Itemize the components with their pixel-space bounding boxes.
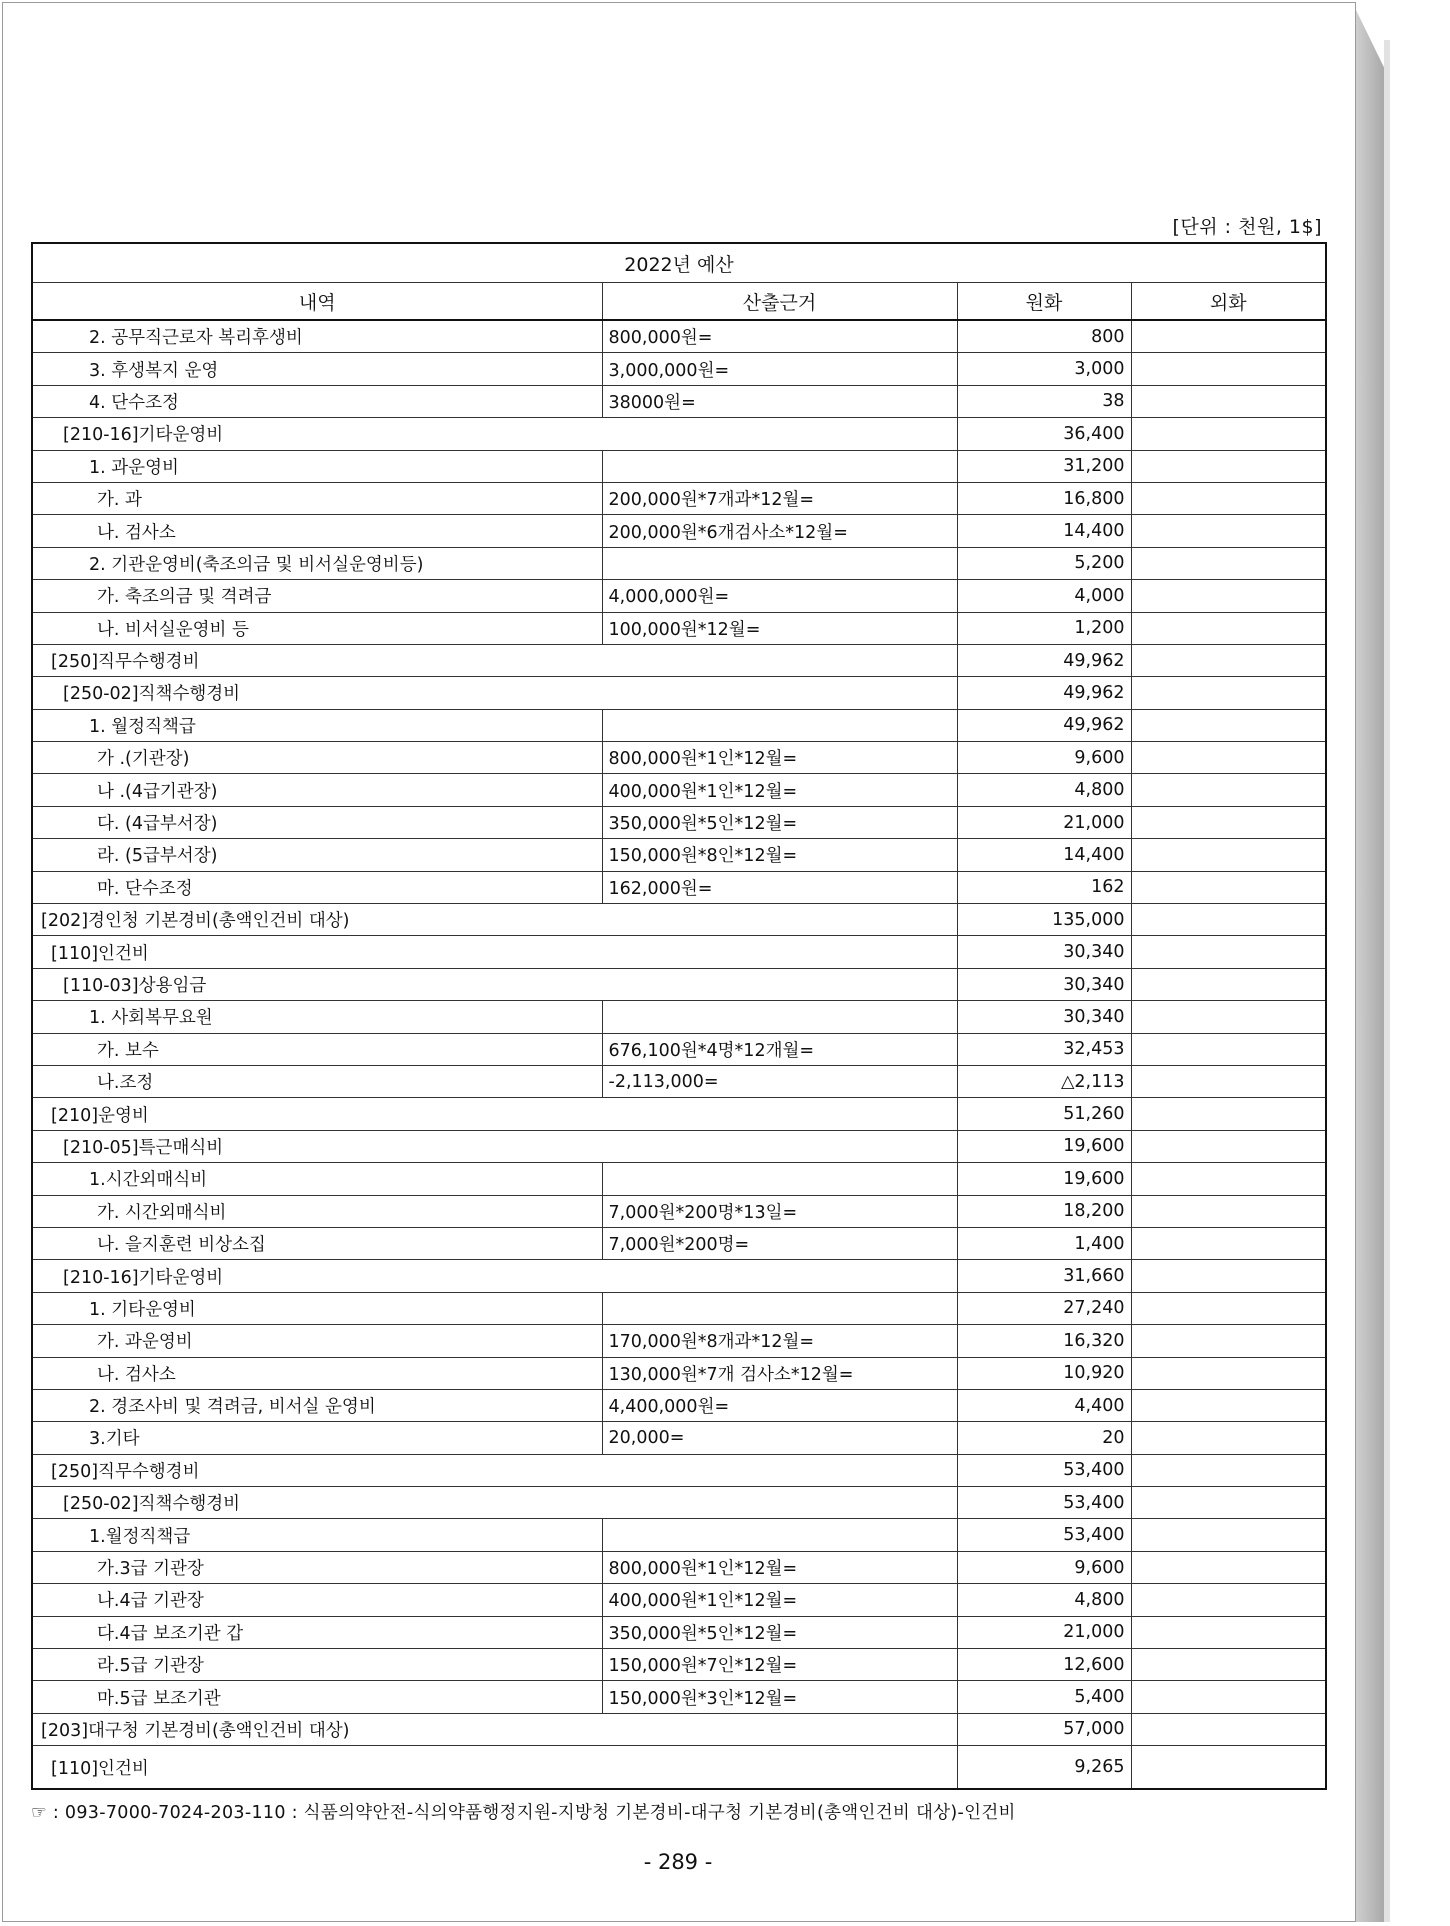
row-krw-amount: 10,920 [957, 1357, 1131, 1389]
row-krw-amount: 30,340 [957, 1001, 1131, 1033]
row-krw-amount: 9,265 [957, 1746, 1131, 1790]
row-foreign-amount [1131, 450, 1326, 482]
row-krw-amount: △2,113 [957, 1065, 1131, 1097]
row-item: 1.시간외매식비 [32, 1163, 602, 1195]
row-basis: 170,000원*8개과*12월= [602, 1325, 957, 1357]
row-foreign-amount [1131, 418, 1326, 450]
row-basis: 3,000,000원= [602, 353, 957, 385]
row-basis: 800,000원= [602, 320, 957, 353]
row-foreign-amount [1131, 677, 1326, 709]
row-basis: 200,000원*6개검사소*12월= [602, 515, 957, 547]
row-item: 3.기타 [32, 1422, 602, 1454]
row-krw-amount: 9,600 [957, 742, 1131, 774]
table-row [32, 1551, 1326, 1583]
row-item: [110]인건비 [32, 1746, 957, 1790]
row-basis: 150,000원*8인*12월= [602, 839, 957, 871]
row-foreign-amount [1131, 1260, 1326, 1292]
row-basis: 150,000원*3인*12월= [602, 1681, 957, 1713]
row-krw-amount: 9,600 [957, 1551, 1131, 1583]
row-krw-amount: 53,400 [957, 1519, 1131, 1551]
row-krw-amount: 19,600 [957, 1163, 1131, 1195]
header-row-columns [32, 283, 1326, 321]
row-basis: 100,000원*12월= [602, 612, 957, 644]
table-row [32, 1130, 1326, 1162]
table-row [32, 482, 1326, 514]
row-foreign-amount [1131, 1616, 1326, 1648]
row-foreign-amount [1131, 644, 1326, 676]
row-krw-amount: 1,200 [957, 612, 1131, 644]
row-foreign-amount [1131, 1713, 1326, 1745]
table-row [32, 1422, 1326, 1454]
row-krw-amount: 3,000 [957, 353, 1131, 385]
row-krw-amount: 162 [957, 871, 1131, 903]
row-foreign-amount [1131, 1325, 1326, 1357]
row-item: 마. 단수조정 [32, 871, 602, 903]
row-foreign-amount [1131, 968, 1326, 1000]
row-basis: -2,113,000= [602, 1065, 957, 1097]
row-basis: 350,000원*5인*12월= [602, 806, 957, 838]
table-row [32, 871, 1326, 903]
row-item: [250]직무수행경비 [32, 644, 957, 676]
row-krw-amount: 53,400 [957, 1454, 1131, 1486]
row-krw-amount: 16,320 [957, 1325, 1131, 1357]
row-item: 2. 기관운영비(축조의금 및 비서실운영비등) [32, 547, 602, 579]
row-foreign-amount [1131, 742, 1326, 774]
table-row [32, 1681, 1326, 1713]
row-krw-amount: 14,400 [957, 839, 1131, 871]
table-row [32, 1584, 1326, 1616]
table-row [32, 612, 1326, 644]
row-foreign-amount [1131, 806, 1326, 838]
row-item: 3. 후생복지 운영 [32, 353, 602, 385]
row-krw-amount: 57,000 [957, 1713, 1131, 1745]
row-krw-amount: 19,600 [957, 1130, 1131, 1162]
row-krw-amount: 4,400 [957, 1389, 1131, 1421]
row-krw-amount: 20 [957, 1422, 1131, 1454]
row-item: 나. 검사소 [32, 515, 602, 547]
row-item: [250]직무수행경비 [32, 1454, 957, 1486]
row-item: 가. 보수 [32, 1033, 602, 1065]
table-row [32, 450, 1326, 482]
row-item: [203]대구청 기본경비(총액인건비 대상) [32, 1713, 957, 1745]
row-foreign-amount [1131, 353, 1326, 385]
row-item: 나.조정 [32, 1065, 602, 1097]
row-item: 1.월정직책급 [32, 1519, 602, 1551]
row-krw-amount: 5,400 [957, 1681, 1131, 1713]
table-row [32, 1033, 1326, 1065]
page-edge-decoration [1356, 10, 1384, 1922]
row-foreign-amount [1131, 1227, 1326, 1259]
row-basis: 676,100원*4명*12개월= [602, 1033, 957, 1065]
row-krw-amount: 31,660 [957, 1260, 1131, 1292]
row-item: 1. 사회복무요원 [32, 1001, 602, 1033]
row-krw-amount: 27,240 [957, 1292, 1131, 1324]
row-item: 1. 월정직책급 [32, 709, 602, 741]
row-item: 나.4급 기관장 [32, 1584, 602, 1616]
row-krw-amount: 49,962 [957, 677, 1131, 709]
row-item: [110]인건비 [32, 936, 957, 968]
row-item: 나 .(4급기관장) [32, 774, 602, 806]
table-row [32, 839, 1326, 871]
row-item: 가 .(기관장) [32, 742, 602, 774]
row-foreign-amount [1131, 709, 1326, 741]
row-krw-amount: 30,340 [957, 968, 1131, 1000]
budget-table-body [32, 320, 1326, 1789]
row-basis: 150,000원*7인*12월= [602, 1649, 957, 1681]
row-krw-amount: 21,000 [957, 806, 1131, 838]
table-row [32, 547, 1326, 579]
row-basis: 800,000원*1인*12월= [602, 742, 957, 774]
table-row [32, 968, 1326, 1000]
row-krw-amount: 49,962 [957, 709, 1131, 741]
table-row [32, 677, 1326, 709]
row-foreign-amount [1131, 904, 1326, 936]
table-row [32, 904, 1326, 936]
row-krw-amount: 49,962 [957, 644, 1131, 676]
table-row [32, 1713, 1326, 1745]
table-row [32, 1195, 1326, 1227]
row-basis: 4,000,000원= [602, 580, 957, 612]
row-krw-amount: 30,340 [957, 936, 1131, 968]
row-item: 2. 경조사비 및 격려금, 비서실 운영비 [32, 1389, 602, 1421]
row-basis: 400,000원*1인*12월= [602, 774, 957, 806]
table-row [32, 1746, 1326, 1790]
row-item: 라. (5급부서장) [32, 839, 602, 871]
row-krw-amount: 14,400 [957, 515, 1131, 547]
row-foreign-amount [1131, 612, 1326, 644]
row-foreign-amount [1131, 1487, 1326, 1519]
row-foreign-amount [1131, 1649, 1326, 1681]
row-basis [602, 1519, 957, 1551]
row-item: 1. 과운영비 [32, 450, 602, 482]
table-row [32, 515, 1326, 547]
row-krw-amount: 1,400 [957, 1227, 1131, 1259]
row-foreign-amount [1131, 1551, 1326, 1583]
row-basis [602, 709, 957, 741]
row-foreign-amount [1131, 1681, 1326, 1713]
row-krw-amount: 31,200 [957, 450, 1131, 482]
row-item: [210-05]특근매식비 [32, 1130, 957, 1162]
row-basis: 7,000원*200명= [602, 1227, 957, 1259]
row-item: 가. 축조의금 및 격려금 [32, 580, 602, 612]
row-item: 다.4급 보조기관 갑 [32, 1616, 602, 1648]
table-row [32, 353, 1326, 385]
row-foreign-amount [1131, 515, 1326, 547]
row-foreign-amount [1131, 1065, 1326, 1097]
row-item: [110-03]상용임금 [32, 968, 957, 1000]
table-row [32, 418, 1326, 450]
column-header-foreign: 외화 [1131, 283, 1326, 321]
table-row [32, 320, 1326, 353]
row-foreign-amount [1131, 1584, 1326, 1616]
row-foreign-amount [1131, 1422, 1326, 1454]
table-row [32, 1357, 1326, 1389]
row-foreign-amount [1131, 1746, 1326, 1790]
column-header-basis: 산출근거 [602, 283, 957, 321]
row-krw-amount: 32,453 [957, 1033, 1131, 1065]
row-foreign-amount [1131, 547, 1326, 579]
row-item: 나. 비서실운영비 등 [32, 612, 602, 644]
table-row [32, 580, 1326, 612]
table-row [32, 936, 1326, 968]
table-row [32, 1098, 1326, 1130]
table-row [32, 1487, 1326, 1519]
row-item: 나. 검사소 [32, 1357, 602, 1389]
row-basis: 400,000원*1인*12월= [602, 1584, 957, 1616]
table-row [32, 742, 1326, 774]
row-krw-amount: 36,400 [957, 418, 1131, 450]
table-row [32, 709, 1326, 741]
year-header: 2022년 예산 [32, 243, 1326, 283]
row-krw-amount: 12,600 [957, 1649, 1131, 1681]
row-foreign-amount [1131, 1389, 1326, 1421]
row-item: [202]경인청 기본경비(총액인건비 대상) [32, 904, 957, 936]
row-foreign-amount [1131, 1001, 1326, 1033]
row-item: 가. 과 [32, 482, 602, 514]
table-row [32, 1163, 1326, 1195]
row-item: 1. 기타운영비 [32, 1292, 602, 1324]
row-foreign-amount [1131, 580, 1326, 612]
row-item: 가.3급 기관장 [32, 1551, 602, 1583]
table-row [32, 1227, 1326, 1259]
row-krw-amount: 4,800 [957, 1584, 1131, 1616]
row-krw-amount: 51,260 [957, 1098, 1131, 1130]
row-foreign-amount [1131, 1163, 1326, 1195]
table-row [32, 1292, 1326, 1324]
row-foreign-amount [1131, 482, 1326, 514]
row-basis [602, 450, 957, 482]
row-krw-amount: 38 [957, 385, 1131, 417]
row-foreign-amount [1131, 1292, 1326, 1324]
row-basis: 800,000원*1인*12월= [602, 1551, 957, 1583]
table-row [32, 385, 1326, 417]
row-krw-amount: 135,000 [957, 904, 1131, 936]
table-row [32, 1519, 1326, 1551]
row-item: 가. 시간외매식비 [32, 1195, 602, 1227]
row-basis: 38000원= [602, 385, 957, 417]
row-foreign-amount [1131, 1033, 1326, 1065]
row-basis: 7,000원*200명*13일= [602, 1195, 957, 1227]
row-foreign-amount [1131, 1454, 1326, 1486]
row-item: [210-16]기타운영비 [32, 1260, 957, 1292]
row-foreign-amount [1131, 839, 1326, 871]
row-basis: 200,000원*7개과*12월= [602, 482, 957, 514]
row-foreign-amount [1131, 1195, 1326, 1227]
table-row [32, 774, 1326, 806]
row-basis [602, 1292, 957, 1324]
row-item: 마.5급 보조기관 [32, 1681, 602, 1713]
row-foreign-amount [1131, 320, 1326, 353]
row-krw-amount: 4,800 [957, 774, 1131, 806]
table-row [32, 1389, 1326, 1421]
row-basis: 162,000원= [602, 871, 957, 903]
row-item: 다. (4급부서장) [32, 806, 602, 838]
row-krw-amount: 18,200 [957, 1195, 1131, 1227]
page-shadow-decoration [1384, 40, 1390, 1922]
header-row-year [32, 243, 1326, 283]
column-header-item: 내역 [32, 283, 602, 321]
row-krw-amount: 53,400 [957, 1487, 1131, 1519]
row-item: 가. 과운영비 [32, 1325, 602, 1357]
row-krw-amount: 4,000 [957, 580, 1131, 612]
row-basis: 130,000원*7개 검사소*12월= [602, 1357, 957, 1389]
row-basis: 350,000원*5인*12월= [602, 1616, 957, 1648]
row-item: 2. 공무직근로자 복리후생비 [32, 320, 602, 353]
row-item: [210]운영비 [32, 1098, 957, 1130]
row-item: 나. 을지훈련 비상소집 [32, 1227, 602, 1259]
table-row [32, 1616, 1326, 1648]
page-number: - 289 - [643, 1850, 713, 1874]
row-krw-amount: 800 [957, 320, 1131, 353]
table-row [32, 1260, 1326, 1292]
table-row [32, 1325, 1326, 1357]
unit-label: [단위 : 천원, 1$] [1172, 216, 1322, 238]
row-krw-amount: 16,800 [957, 482, 1131, 514]
row-basis [602, 1001, 957, 1033]
footnote: ☞ : 093-7000-7024-203-110 : 식품의약안전-식의약품행정지원-지방청 기본경비-대구청 기본경비(총액인건비 대상)-인건비 [31, 1803, 1016, 1823]
budget-table [31, 242, 1327, 1790]
row-basis [602, 1163, 957, 1195]
row-basis [602, 547, 957, 579]
row-foreign-amount [1131, 1130, 1326, 1162]
row-item: 라.5급 기관장 [32, 1649, 602, 1681]
row-basis: 20,000= [602, 1422, 957, 1454]
column-header-krw: 원화 [957, 283, 1131, 321]
table-row [32, 1001, 1326, 1033]
row-basis: 4,400,000원= [602, 1389, 957, 1421]
row-krw-amount: 5,200 [957, 547, 1131, 579]
row-foreign-amount [1131, 1357, 1326, 1389]
row-krw-amount: 21,000 [957, 1616, 1131, 1648]
table-row [32, 1454, 1326, 1486]
row-foreign-amount [1131, 1519, 1326, 1551]
row-item: [250-02]직책수행경비 [32, 677, 957, 709]
row-item: [210-16]기타운영비 [32, 418, 957, 450]
row-item: 4. 단수조정 [32, 385, 602, 417]
row-foreign-amount [1131, 1098, 1326, 1130]
row-foreign-amount [1131, 871, 1326, 903]
table-row [32, 1649, 1326, 1681]
row-foreign-amount [1131, 774, 1326, 806]
row-foreign-amount [1131, 385, 1326, 417]
row-item: [250-02]직책수행경비 [32, 1487, 957, 1519]
row-foreign-amount [1131, 936, 1326, 968]
table-row [32, 806, 1326, 838]
table-row [32, 644, 1326, 676]
table-row [32, 1065, 1326, 1097]
